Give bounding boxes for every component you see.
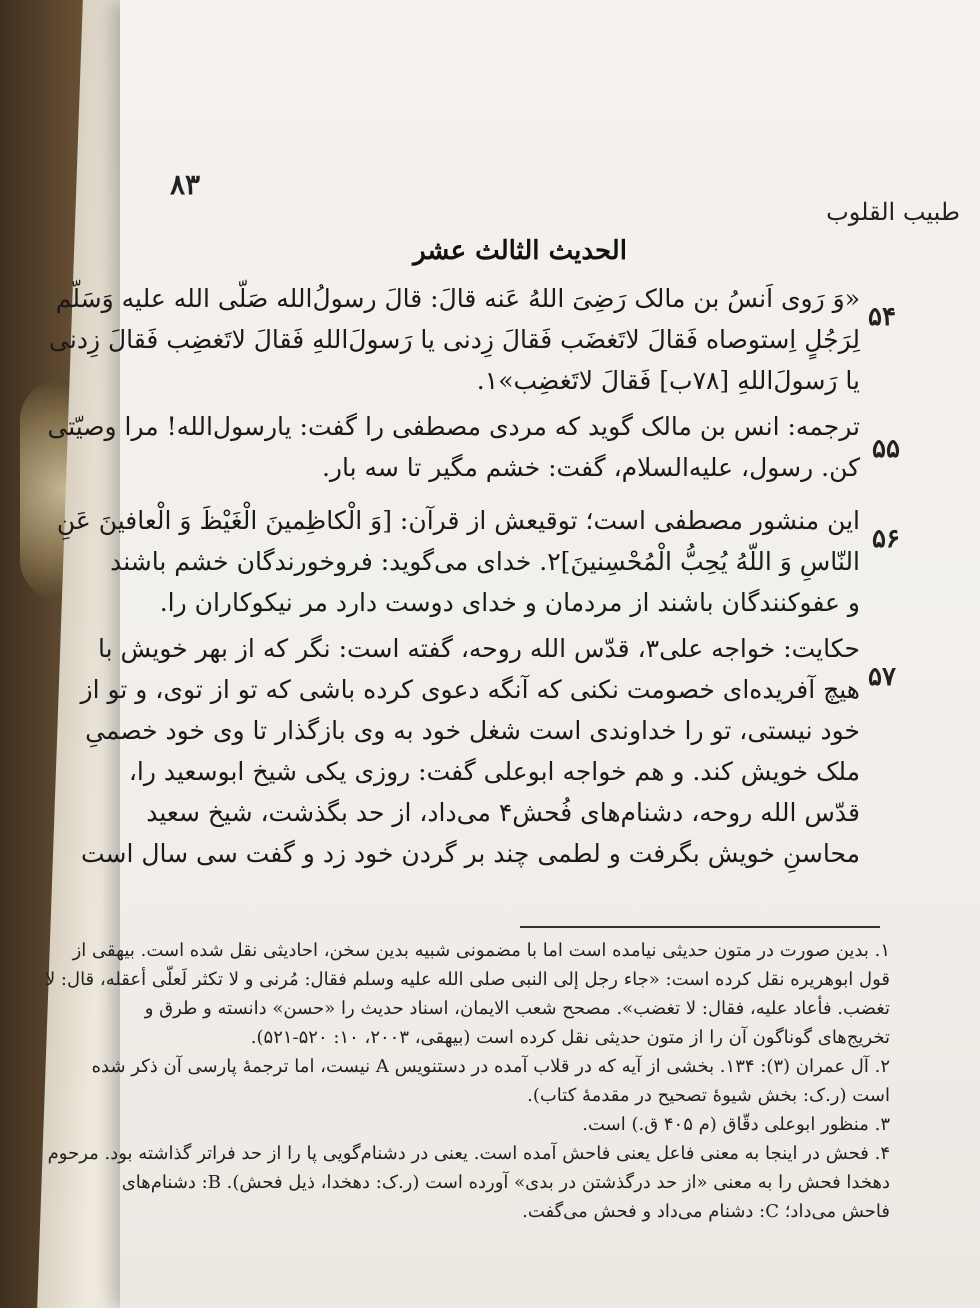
paragraph-line: خود نیستی، تو را خداوندی است شغل خود به وی بازگذار تا وی خود خصمیِ: [85, 716, 860, 745]
footnote-line: ۱. بدین صورت در متون حدیثی نیامده است اما با مضمونی شبیه بدین سخن، احادیثی نقل شده است. بیهقی از: [72, 940, 890, 961]
page-number: ۸۳: [170, 168, 201, 201]
paragraph-57: [80, 628, 860, 874]
footnote-line: است (ر.ک: بخش شیوهٔ تصحیح در مقدمهٔ کتاب).: [527, 1085, 890, 1106]
paragraph-line: این منشور مصطفی است؛ توقیعش از قرآن: [وَ الْکاظِمینَ الْغَیْظَ وَ الْعافینَ عَنِ: [56, 506, 860, 535]
paragraph-line: یا رَسولَ‌اللهِ [۷۸ب] فَقالَ لاتَغضِب»۱.: [476, 366, 860, 395]
paragraph-number: ۵۷: [868, 662, 896, 692]
paragraph-line: هیچ آفریده‌ای خصومت نکنی که آنگه دعوی کرده باشی که تو از توی، و تو از: [80, 675, 860, 704]
footnote-line: ۴. فحش در اینجا به معنی فاعل یعنی فاحش آمده است. یعنی در دشنام‌گویی پا را از حد فراتر گذاشته بود. مرحوم: [47, 1143, 890, 1164]
section-heading: الحدیث الثالث عشر: [413, 236, 627, 266]
footnote-line: تغضب. فأعاد علیه، فقال: لا تغضب». مصحح شعب الایمان، اسناد حدیث را «حسن» دانسته و طرق و: [144, 998, 890, 1019]
paragraph-line: کن. رسول، علیه‌السلام، گفت: خشم مگیر تا سه بار.: [321, 453, 860, 482]
paragraph-line: قدّس الله روحه، دشنام‌های فُحش۴ می‌داد، از حد بگذشت، شیخ سعید: [146, 798, 860, 827]
paragraph-line: ملک خویش کند. و هم خواجه ابوعلی گفت: روزی یکی شیخ ابوسعید را،: [128, 757, 860, 786]
footnote-line: ۲. آل عمران (۳): ۱۳۴. بخشی از آیه که در قلاب آمده در دستنویس A نیست، اما ترجمهٔ پارسی آن ذکر شده: [91, 1056, 890, 1077]
footnote-line: قول ابوهریره نقل کرده است: «جاء رجل إلی النبی صلی الله علیه وسلم فقال: مُرنی و لا تکثر لَعلّی أعقله، قال: لا: [44, 969, 890, 990]
footnote-line: دهخدا فحش را به معنی «از حد درگذشتن در بدی» آورده است (ر.ک: دهخدا، ذیل فحش). B: دشنام‌های: [121, 1172, 890, 1193]
paragraph-56: [56, 500, 860, 623]
footnote-separator: [520, 926, 880, 928]
footnote-line: فاحش می‌داد؛ C: دشنام می‌داد و فحش می‌گفت.: [522, 1201, 890, 1222]
running-title: طبیب القلوب: [826, 198, 960, 226]
paragraph-line: و عفوکنندگان باشند از مردمان و خدای دوست دارد مر نیکوکاران را.: [159, 588, 860, 617]
paragraph-line: «وَ رَوی اَنسُ بن مالک رَضِیَ اللهُ عَنه قالَ: قالَ رسولُ‌الله صَلّی الله علیه وَسَلّم: [55, 284, 860, 313]
footnote-line: تخریج‌های گوناگون آن را از متون حدیثی نقل کرده است (بیهقی، ۲۰۰۳، ۱۰: ۵۲۰-۵۲۱).: [250, 1027, 890, 1048]
footnotes: [44, 936, 890, 1226]
paragraph-number: ۵۶: [872, 524, 900, 554]
paragraph-line: لِرَجُلٍ اِستوصاه فَقالَ لاتَغضَب فَقالَ زِدنی یا رَسولَ‌اللهِ فَقالَ لاتَغضِب فَقالَ زِدنی: [49, 325, 860, 354]
paragraph-number: ۵۴: [868, 302, 896, 332]
paragraph-line: ترجمه: انس بن مالک گوید که مردی مصطفی را گفت: یارسول‌الله! مرا وصیّتی: [47, 412, 860, 441]
paragraph-line: حکایت: خواجه علی۳، قدّس الله روحه، گفته است: نگر که از بهر خویش با: [97, 634, 860, 663]
footnote-line: ۳. منظور ابوعلی دقّاق (م ۴۰۵ ق.) است.: [582, 1114, 890, 1135]
paragraph-line: النّاسِ وَ اللّهُ یُحِبُّ الْمُحْسِنینَ]۲. خدای می‌گوید: فروخورندگان خشم باشند: [110, 547, 860, 576]
paragraph-55: [47, 406, 860, 488]
paragraph-number: ۵۵: [872, 434, 900, 464]
paragraph-line: محاسنِ خویش بگرفت و لطمی چند بر گردن خود زد و گفت سی سال است: [80, 839, 860, 868]
paragraph-54: [49, 278, 860, 401]
